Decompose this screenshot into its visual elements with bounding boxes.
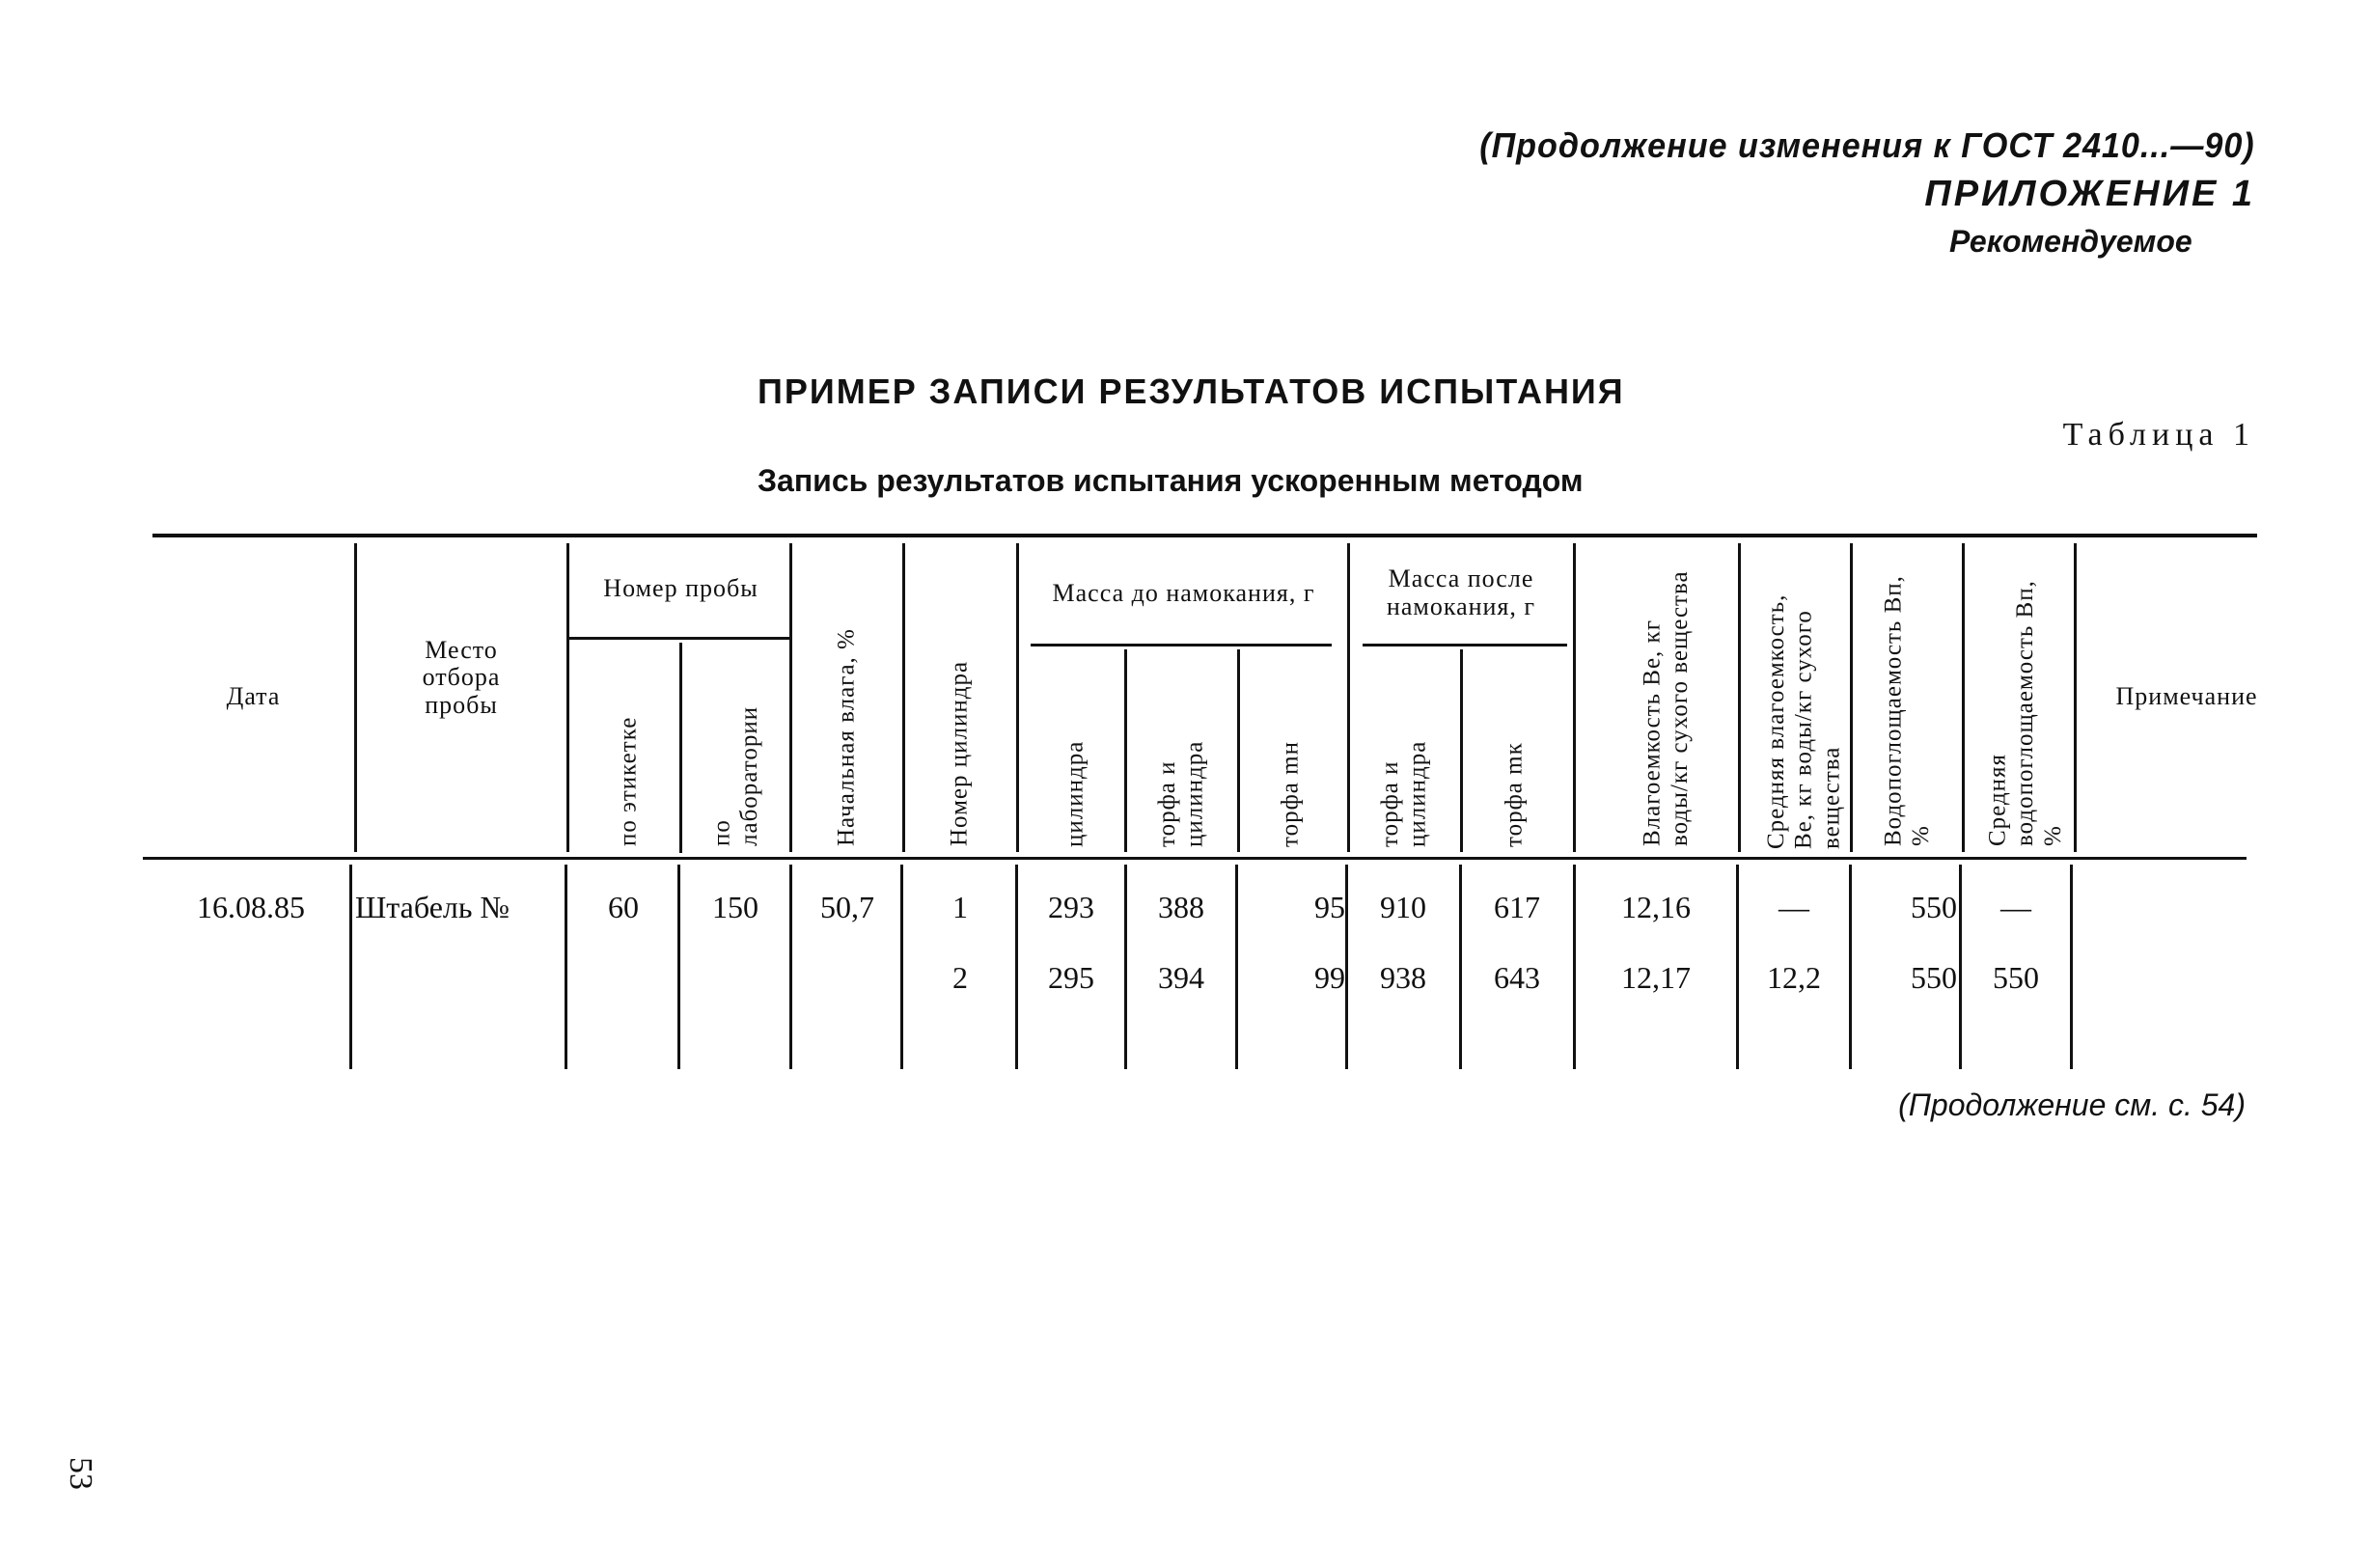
col-rule <box>1573 543 1576 852</box>
col-rule <box>354 543 357 852</box>
mass-before-group-rule <box>1031 644 1332 646</box>
col-rule <box>1015 865 1018 1069</box>
header-note: Примечание <box>2115 682 2258 711</box>
col-rule <box>902 543 905 852</box>
page-title: ПРИМЕР ЗАПИСИ РЕЗУЛЬТАТОВ ИСПЫТАНИЯ <box>758 371 1625 411</box>
header-mass-before: Масса до намокания, г <box>1052 578 1315 607</box>
header-mass-after: Масса после намокания, г <box>1386 564 1536 620</box>
cell-by-lab: 150 <box>712 890 758 924</box>
col-rule <box>1460 649 1463 852</box>
cell-cylinder: 293 <box>1048 890 1094 924</box>
cell-avg-moisture-capacity: 12,2 <box>1767 960 1821 995</box>
cell-peat-cylinder-before: 394 <box>1158 960 1204 995</box>
col-rule <box>566 543 569 852</box>
header-cylinder: цилиндра <box>1061 740 1089 847</box>
cell-water-absorption: 550 <box>1911 960 1957 995</box>
cell-cylinder: 295 <box>1048 960 1094 995</box>
continuation-footer: (Продолжение см. с. 54) <box>1898 1087 2246 1122</box>
cell-initial-moisture: 50,7 <box>820 890 874 924</box>
header-initial-moisture: Начальная влага, % <box>833 628 860 846</box>
cell-cylinder-number: 1 <box>952 890 968 924</box>
cell-date: 16.08.85 <box>197 890 305 924</box>
cell-peat-mn: 95 <box>1314 890 1345 924</box>
col-rule <box>1124 649 1127 852</box>
header-bottom-rule <box>143 857 2247 860</box>
cell-avg-water-absorption: — <box>2000 890 2031 924</box>
header-by-label: по этикетке <box>615 716 642 846</box>
recommended-label: Рекомендуемое <box>1949 224 2192 259</box>
cell-peat-cylinder-after: 938 <box>1380 960 1426 995</box>
col-rule <box>1849 865 1852 1069</box>
col-rule <box>1959 865 1962 1069</box>
col-rule <box>1235 865 1238 1069</box>
col-rule <box>1016 543 1019 852</box>
col-rule <box>1962 543 1965 852</box>
table-caption: Запись результатов испытания ускоренным методом <box>758 463 1584 498</box>
col-rule <box>677 865 680 1069</box>
col-rule <box>1736 865 1739 1069</box>
header-date: Дата <box>226 682 281 711</box>
table-top-rule <box>152 534 2257 537</box>
cell-peat-mk: 617 <box>1494 890 1540 924</box>
col-rule <box>2070 865 2073 1069</box>
header-sample-group: Номер пробы <box>603 573 758 602</box>
cell-moisture-capacity: 12,16 <box>1621 890 1691 924</box>
col-rule <box>2074 543 2077 852</box>
cell-avg-moisture-capacity: — <box>1778 890 1809 924</box>
cell-avg-water-absorption: 550 <box>1993 960 2039 995</box>
cell-place: Штабель № <box>355 890 510 924</box>
appendix-label: ПРИЛОЖЕНИЕ 1 <box>1924 174 2255 214</box>
cell-water-absorption: 550 <box>1911 890 1957 924</box>
cell-by-label: 60 <box>608 890 639 924</box>
cell-peat-mn: 99 <box>1314 960 1345 995</box>
col-rule <box>1459 865 1462 1069</box>
continuation-note: (Продолжение изменения к ГОСТ 2410...—90) <box>1479 125 2255 165</box>
col-rule <box>349 865 352 1069</box>
header-avg-moisture-capacity: Средняя влагоемкость, Ве, кг воды/кг сухого вещества <box>1762 593 1845 849</box>
col-rule <box>1573 865 1576 1069</box>
header-moisture-capacity: Влагоемкость Ве, кг воды/кг сухого вещества <box>1639 570 1693 846</box>
header-place: Место отбора пробы <box>422 635 501 719</box>
col-rule <box>1347 543 1350 852</box>
col-rule <box>1738 543 1741 852</box>
col-rule <box>789 865 792 1069</box>
header-peat-cylinder-before: торфа и цилиндра <box>1153 740 1208 847</box>
mass-after-group-rule <box>1363 644 1567 646</box>
cell-peat-mk: 643 <box>1494 960 1540 995</box>
cell-peat-cylinder-after: 910 <box>1380 890 1426 924</box>
header-water-absorption: Водопоглощаемость Вп, % <box>1880 575 1934 846</box>
header-peat-mn: торфа mн <box>1277 741 1304 847</box>
cell-peat-cylinder-before: 388 <box>1158 890 1204 924</box>
cell-cylinder-number: 2 <box>952 960 968 995</box>
header-avg-water-absorption: Средняя водопоглощаемость Вп, % <box>1984 580 2066 846</box>
col-rule <box>789 543 792 852</box>
col-rule <box>679 643 682 853</box>
page-number: 53 <box>63 1457 98 1490</box>
header-by-lab: по лаборатории <box>708 705 762 846</box>
table-number: Таблица 1 <box>2062 417 2255 453</box>
header-peat-cylinder-after: торфа и цилиндра <box>1376 740 1431 847</box>
col-rule <box>1237 649 1240 852</box>
header-peat-mk: торфа mк <box>1501 742 1528 847</box>
header-cylinder-number: Номер цилиндра <box>946 660 973 846</box>
cell-moisture-capacity: 12,17 <box>1621 960 1691 995</box>
col-rule <box>1850 543 1853 852</box>
col-rule <box>1345 865 1348 1069</box>
sample-group-rule <box>569 637 791 640</box>
